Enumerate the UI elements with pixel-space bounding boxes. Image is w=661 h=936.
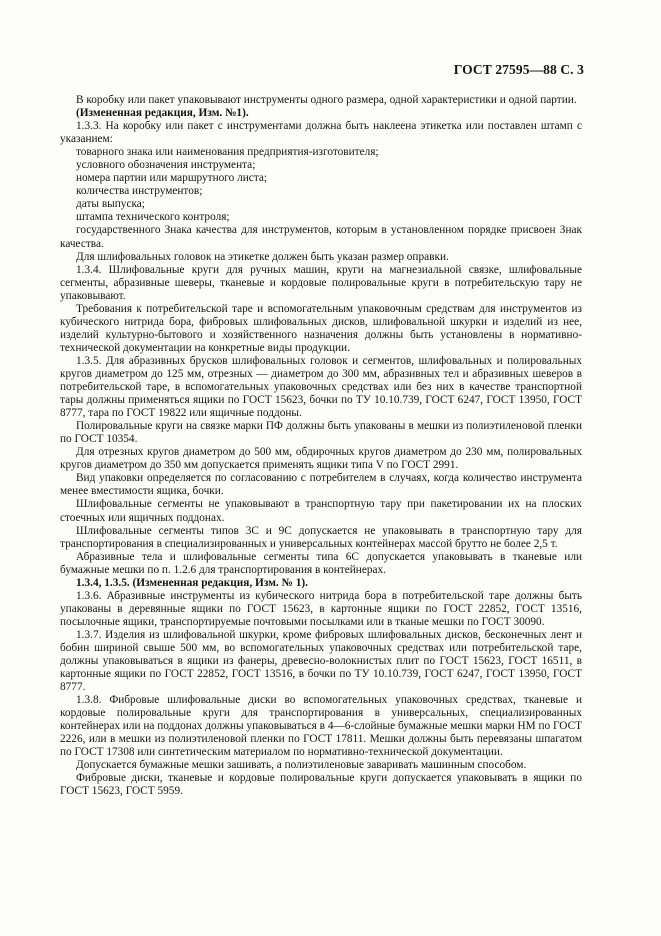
paragraph: Требования к потребительской таре и вспомогательным упаковочным средствам для инструментов из кубического нитрида бора, фибровых шлифовальных дисков, шлифовальной шкурки и изделий из нее, изделий культурно-бытового и хозяйственного назначения должны быть установлены в нормативно-технической документации на конкретные виды продукции. — [60, 302, 582, 354]
page-header: ГОСТ 27595—88 С. 3 — [453, 62, 584, 77]
paragraph: Фибровые диски, тканевые и кордовые полировальные круги допускается упаковывать в ящики по ГОСТ 15623, ГОСТ 5959. — [60, 772, 582, 798]
paragraph: В коробку или пакет упаковывают инструменты одного размера, одной характеристики и одной партии. — [76, 94, 577, 106]
paragraph: Шлифовальные сегменты типов 3С и 9С допускается не упаковывать в транспортную тару для транспортирования в специализированных и универсальных контейнерах массой брутто не более 2,5 т. — [60, 524, 582, 550]
paragraph: Абразивные тела и шлифовальные сегменты типа 6С допускается упаковывать в тканевые или бумажные мешки по п. 1.2.6 для транспортирования в контейнерах. — [60, 550, 582, 576]
paragraph: 1.3.5. Для абразивных брусков шлифовальных головок и сегментов, шлифовальных и полировальных кругов диаметром до 125 мм, отрезных — диаметром до 300 мм, абразивных тел и абразивных шеверов в потребительской таре, в вспомогательных упаковочных средствах или без них в качестве транспортной тары должны применяться ящики по ГОСТ 15623, бочки по ТУ 10.10.739, ГОСТ 6247, ГОСТ 13950, ГОСТ 8777, тара по ГОСТ 19822 или ящичные поддоны. — [60, 354, 582, 420]
list-item: товарного знака или наименования предприятия-изготовителя; — [76, 146, 379, 159]
paragraph: 1.3.7. Изделия из шлифовальной шкурки, кроме фибровых шлифовальных дисков, бесконечных лент и бобин шириной свыше 500 мм, во вспомогательных упаковочных средствах или потребительской таре, должны упаковываться в ящики из фанеры, древесно-волокнистых плит по ГОСТ 15623, ГОСТ 16511, в картонные ящики по ГОСТ 22852, ГОСТ 13516, в бочки по ТУ 10.10.739, ГОСТ 6247, ГОСТ 13950, ГОСТ 8777. — [60, 628, 582, 694]
paragraph: Допускается бумажные мешки зашивать, а полиэтиленовые заваривать машинным способом. — [76, 759, 527, 772]
amendment-note: (Измененная редакция, Изм. №1). — [76, 107, 249, 120]
list-item: номера партии или маршрутного листа; — [76, 172, 268, 185]
list-item: государственного Знака качества для инструментов, которым в установленном порядке присвоен Знак качества. — [60, 224, 582, 250]
list-item: условного обозначения инструмента; — [76, 159, 256, 172]
amendment-note: 1.3.4, 1.3.5. (Измененная редакция, Изм. № 1). — [76, 576, 308, 589]
list-item: штампа технического контроля; — [76, 211, 230, 224]
page-body — [60, 94, 582, 799]
paragraph: 1.3.6. Абразивные инструменты из кубического нитрида бора в потребительской таре должны быть упакованы в деревянные ящики по ГОСТ 15623, в картонные ящики по ГОСТ 22852, ГОСТ 13516, посылочные ящики, транспортируемые почтовыми посылками или в тканые мешки по ГОСТ 30090. — [60, 589, 582, 628]
paragraph: Вид упаковки определяется по согласованию с потребителем в случаях, когда количество инструмента менее вместимости ящика, бочки. — [60, 472, 582, 498]
paragraph: Для шлифовальных головок на этикетке должен быть указан размер оправки. — [76, 250, 449, 263]
paragraph: 1.3.8. Фибровые шлифовальные диски во вспомогательных упаковочных средствах, тканевые и кордовые полировальные круги для транспортирования в универсальных, специализированных контейнерах или на поддонах должны упаковываться в 4—6-слойные бумажные мешки марки НМ по ГОСТ 2226, или в мешки из полиэтиленовой пленки по ГОСТ 17811. Мешки должны быть перевязаны шпагатом по ГОСТ 17308 или синтетическим материалом по нормативно-технической документации. — [60, 694, 583, 759]
list-item: даты выпуска; — [76, 198, 145, 211]
paragraph: Для отрезных кругов диаметром до 500 мм, обдирочных кругов диаметром до 230 мм, полировальных кругов диаметром до 350 мм допускается применять ящики типа V по ГОСТ 2991. — [60, 446, 582, 472]
list-item: количества инструментов; — [76, 185, 203, 198]
paragraph: 1.3.4. Шлифовальные круги для ручных машин, круги на магнезиальной связке, шлифовальные сегменты, абразивные шеверы, тканевые и кордовые полировальные круги в потребительскую тару не упаковывают. — [60, 263, 582, 302]
paragraph: Полировальные круги на связке марки ПФ должны быть упакованы в мешки из полиэтиленовой пленки по ГОСТ 10354. — [60, 420, 582, 446]
paragraph: 1.3.3. На коробку или пакет с инструментами должна быть наклеена этикетка или поставлен штамп с указанием: — [60, 120, 582, 146]
paragraph: Шлифовальные сегменты не упаковывают в транспортную тару при пакетировании их на плоских стоечных или ящичных поддонах. — [60, 498, 582, 524]
